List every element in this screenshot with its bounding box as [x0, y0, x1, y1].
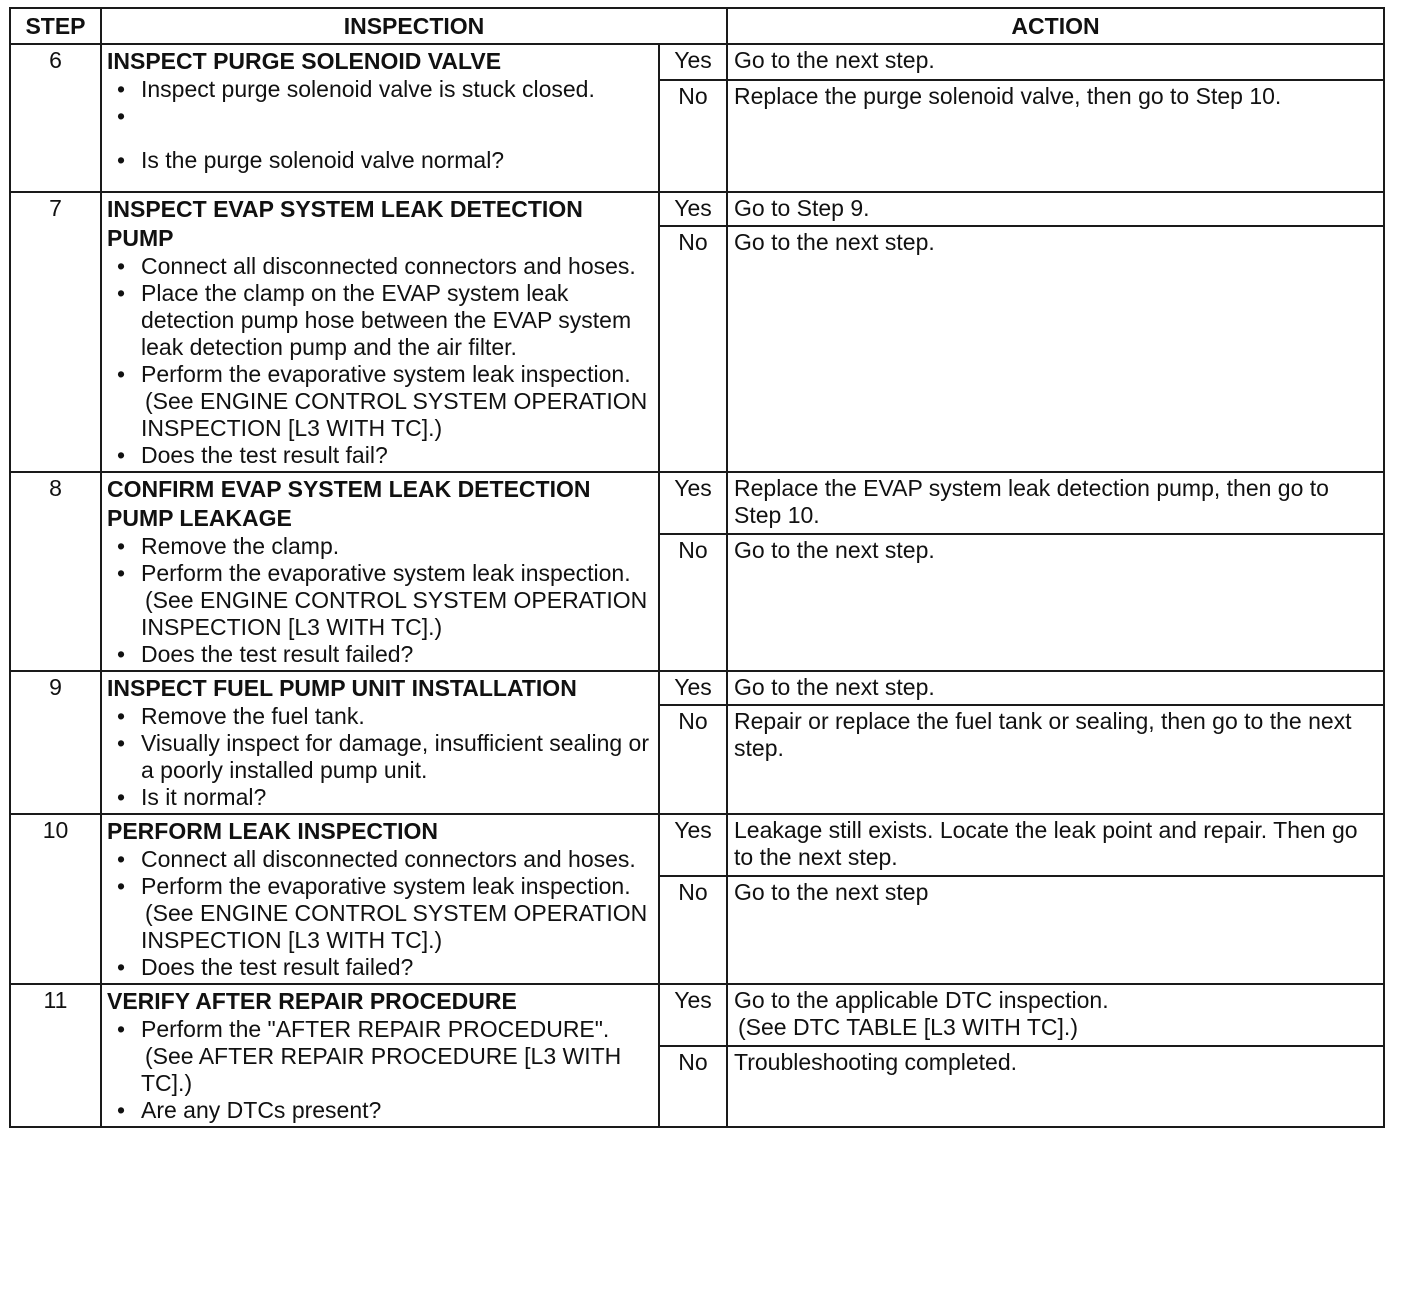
bullet-list	[107, 846, 652, 981]
inspection-cell	[101, 984, 659, 1127]
list-item: • Does the test result failed?	[141, 954, 652, 981]
action-yes: Leakage still exists. Locate the leak point and repair. Then go to the next step.	[727, 814, 1384, 876]
list-item: • Are any DTCs present?	[141, 1097, 652, 1124]
answer-no: No	[659, 705, 727, 814]
action-yes	[727, 984, 1384, 1046]
bullet-list	[107, 253, 652, 469]
inspection-cell	[101, 671, 659, 814]
answer-yes: Yes	[659, 671, 727, 705]
bullet-text: Perform the "AFTER REPAIR PROCEDURE".	[141, 1016, 610, 1042]
step-number: 11	[10, 984, 101, 1127]
list-item: • Place the clamp on the EVAP system leak detection pump hose between the EVAP system leak detection pump and the air filter.	[141, 280, 652, 361]
inspection-cell	[101, 192, 659, 472]
step-number: 10	[10, 814, 101, 984]
inspection-cell	[101, 472, 659, 671]
list-item: • Is it normal?	[141, 784, 652, 811]
list-item	[141, 361, 652, 442]
table-row	[10, 671, 1384, 705]
action-text: Go to the applicable DTC inspection.	[734, 987, 1109, 1013]
answer-yes: Yes	[659, 472, 727, 534]
reference-text: (See ENGINE CONTROL SYSTEM OPERATION INSPECTION [L3 WITH TC].)	[141, 587, 648, 640]
list-item: • Remove the clamp.	[141, 533, 652, 560]
bullet-list	[107, 1016, 652, 1124]
reference-text: (See ENGINE CONTROL SYSTEM OPERATION INSPECTION [L3 WITH TC].)	[141, 900, 648, 953]
inspection-cell	[101, 44, 659, 192]
list-item	[141, 873, 652, 954]
header-inspection: INSPECTION	[101, 8, 727, 44]
reference-text: (See ENGINE CONTROL SYSTEM OPERATION INSPECTION [L3 WITH TC].)	[141, 388, 648, 441]
step-title: INSPECT EVAP SYSTEM LEAK DETECTION PUMP	[107, 196, 583, 251]
table-row	[10, 814, 1384, 876]
step-title: VERIFY AFTER REPAIR PROCEDURE	[107, 988, 517, 1014]
answer-yes: Yes	[659, 984, 727, 1046]
bullet-text: Perform the evaporative system leak inspection.	[141, 560, 631, 586]
list-item	[141, 560, 652, 641]
table-row	[10, 984, 1384, 1046]
answer-no: No	[659, 876, 727, 984]
step-title: PERFORM LEAK INSPECTION	[107, 818, 438, 844]
list-spacer	[141, 103, 652, 147]
answer-yes: Yes	[659, 192, 727, 226]
list-item: • Does the test result fail?	[141, 442, 652, 469]
step-number: 7	[10, 192, 101, 472]
inspection-cell	[101, 814, 659, 984]
bullet-text: Perform the evaporative system leak inspection.	[141, 873, 631, 899]
list-item: • Is the purge solenoid valve normal?	[141, 147, 652, 174]
answer-no: No	[659, 80, 727, 192]
list-item: • Connect all disconnected connectors and hoses.	[141, 253, 652, 280]
list-item: • Visually inspect for damage, insufficient sealing or a poorly installed pump unit.	[141, 730, 652, 784]
step-number: 6	[10, 44, 101, 192]
table-row	[10, 472, 1384, 534]
step-title: CONFIRM EVAP SYSTEM LEAK DETECTION PUMP LEAKAGE	[107, 476, 591, 531]
answer-no: No	[659, 226, 727, 472]
table-row	[10, 192, 1384, 226]
list-item: • Remove the fuel tank.	[141, 703, 652, 730]
answer-yes: Yes	[659, 44, 727, 80]
list-item: • Inspect purge solenoid valve is stuck closed.	[141, 76, 652, 103]
action-yes: Replace the EVAP system leak detection pump, then go to Step 10.	[727, 472, 1384, 534]
action-no: Repair or replace the fuel tank or sealing, then go to the next step.	[727, 705, 1384, 814]
header-step: STEP	[10, 8, 101, 44]
answer-no: No	[659, 1046, 727, 1127]
answer-yes: Yes	[659, 814, 727, 876]
action-no: Go to the next step.	[727, 534, 1384, 671]
troubleshooting-table	[9, 7, 1385, 1128]
action-no: Go to the next step.	[727, 226, 1384, 472]
bullet-list	[107, 703, 652, 811]
list-item: • Connect all disconnected connectors and hoses.	[141, 846, 652, 873]
bullet-list	[107, 533, 652, 668]
step-number: 9	[10, 671, 101, 814]
reference-text: (See AFTER REPAIR PROCEDURE [L3 WITH TC].)	[141, 1043, 622, 1096]
step-title: INSPECT PURGE SOLENOID VALVE	[107, 48, 502, 74]
action-no: Replace the purge solenoid valve, then go to Step 10.	[727, 80, 1384, 192]
action-no: Troubleshooting completed.	[727, 1046, 1384, 1127]
action-no: Go to the next step	[727, 876, 1384, 984]
list-item	[141, 1016, 652, 1097]
answer-no: No	[659, 534, 727, 671]
reference-text: (See DTC TABLE [L3 WITH TC].)	[738, 1014, 1078, 1040]
header-action: ACTION	[727, 8, 1384, 44]
list-item: • Does the test result failed?	[141, 641, 652, 668]
step-title: INSPECT FUEL PUMP UNIT INSTALLATION	[107, 675, 577, 701]
action-yes: Go to the next step.	[727, 44, 1384, 80]
table-row	[10, 44, 1384, 80]
bullet-text: Perform the evaporative system leak inspection.	[141, 361, 631, 387]
step-number: 8	[10, 472, 101, 671]
bullet-list	[107, 76, 652, 174]
action-yes: Go to the next step.	[727, 671, 1384, 705]
header-row	[10, 8, 1384, 44]
action-yes: Go to Step 9.	[727, 192, 1384, 226]
